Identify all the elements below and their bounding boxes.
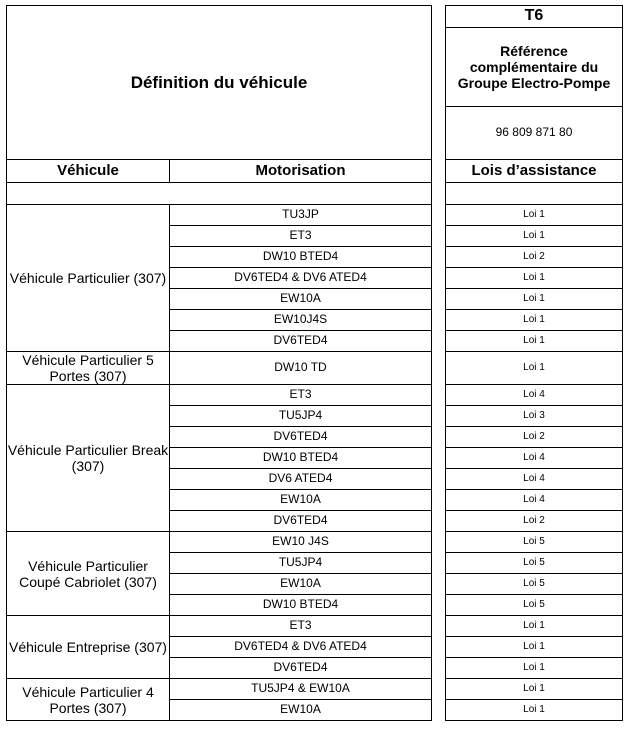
- vehicle-cell: Véhicule Particulier Break (307): [7, 385, 170, 532]
- column-separator: [432, 289, 446, 310]
- column-separator: [432, 553, 446, 574]
- motorisation-cell: DW10 TD: [170, 352, 432, 385]
- motorisation-cell: ET3: [170, 385, 432, 406]
- loi-cell: Loi 1: [446, 616, 623, 637]
- table-row: [7, 352, 623, 385]
- column-separator: [432, 511, 446, 532]
- column-separator: [432, 574, 446, 595]
- motorisation-cell: TU5JP4 & EW10A: [170, 679, 432, 700]
- table-row: [7, 532, 623, 553]
- loi-cell: Loi 4: [446, 469, 623, 490]
- column-separator: [432, 331, 446, 352]
- loi-cell: Loi 1: [446, 226, 623, 247]
- loi-cell: Loi 1: [446, 205, 623, 226]
- motorisation-cell: DW10 BTED4: [170, 595, 432, 616]
- vehicle-cell: Véhicule Entreprise (307): [7, 616, 170, 679]
- column-separator: [432, 6, 446, 160]
- motorisation-cell: ET3: [170, 616, 432, 637]
- vehicle-definition-table: [6, 5, 623, 721]
- loi-cell: Loi 1: [446, 637, 623, 658]
- motorisation-cell: DV6 ATED4: [170, 469, 432, 490]
- loi-cell: Loi 5: [446, 532, 623, 553]
- column-separator: [432, 700, 446, 721]
- column-separator: [432, 352, 446, 385]
- reference-label: Référence complémentaire du Groupe Electro-Pompe: [446, 28, 623, 107]
- motorisation-cell: DV6TED4 & DV6 ATED4: [170, 268, 432, 289]
- column-separator: [432, 616, 446, 637]
- loi-cell: Loi 2: [446, 511, 623, 532]
- table-row: [7, 385, 623, 406]
- column-separator: [432, 247, 446, 268]
- column-header-motorisation: Motorisation: [170, 160, 432, 183]
- column-separator: [432, 469, 446, 490]
- column-separator: [432, 658, 446, 679]
- loi-cell: Loi 1: [446, 658, 623, 679]
- motorisation-cell: TU5JP4: [170, 553, 432, 574]
- column-separator: [432, 448, 446, 469]
- column-separator: [432, 160, 446, 183]
- table-row: [7, 205, 623, 226]
- column-separator: [432, 385, 446, 406]
- loi-cell: Loi 5: [446, 595, 623, 616]
- definition-title: Définition du véhicule: [7, 6, 432, 160]
- loi-cell: Loi 5: [446, 553, 623, 574]
- column-header-vehicule: Véhicule: [7, 160, 170, 183]
- vehicle-cell: Véhicule Particulier 4 Portes (307): [7, 679, 170, 721]
- t6-title: T6: [446, 6, 623, 28]
- column-separator: [432, 183, 446, 205]
- vehicle-cell: Véhicule Particulier 5 Portes (307): [7, 352, 170, 385]
- motorisation-cell: ET3: [170, 226, 432, 247]
- table-row: [7, 679, 623, 700]
- motorisation-cell: DV6TED4: [170, 331, 432, 352]
- column-separator: [432, 310, 446, 331]
- column-separator: [432, 595, 446, 616]
- column-separator: [432, 268, 446, 289]
- motorisation-cell: DV6TED4: [170, 427, 432, 448]
- motorisation-cell: DV6TED4: [170, 511, 432, 532]
- motorisation-cell: TU5JP4: [170, 406, 432, 427]
- column-separator: [432, 226, 446, 247]
- vehicle-cell: Véhicule Particulier Coupé Cabriolet (307): [7, 532, 170, 616]
- loi-cell: Loi 1: [446, 289, 623, 310]
- motorisation-cell: DV6TED4: [170, 658, 432, 679]
- column-separator: [432, 637, 446, 658]
- column-separator: [432, 679, 446, 700]
- spacer-cell: [7, 183, 432, 205]
- reference-value: 96 809 871 80: [446, 107, 623, 160]
- column-separator: [432, 406, 446, 427]
- motorisation-cell: TU3JP: [170, 205, 432, 226]
- column-separator: [432, 532, 446, 553]
- loi-cell: Loi 1: [446, 310, 623, 331]
- table-row: [7, 616, 623, 637]
- column-separator: [432, 205, 446, 226]
- motorisation-cell: DW10 BTED4: [170, 247, 432, 268]
- loi-cell: Loi 4: [446, 448, 623, 469]
- motorisation-cell: EW10A: [170, 490, 432, 511]
- motorisation-cell: EW10 J4S: [170, 532, 432, 553]
- definition-table-wrapper: [6, 5, 623, 721]
- loi-cell: Loi 3: [446, 406, 623, 427]
- motorisation-cell: EW10A: [170, 700, 432, 721]
- loi-cell: Loi 5: [446, 574, 623, 595]
- motorisation-cell: DW10 BTED4: [170, 448, 432, 469]
- spacer-cell: [446, 183, 623, 205]
- loi-cell: Loi 2: [446, 247, 623, 268]
- column-header-lois: Lois d’assistance: [446, 160, 623, 183]
- loi-cell: Loi 4: [446, 490, 623, 511]
- loi-cell: Loi 2: [446, 427, 623, 448]
- vehicle-cell: Véhicule Particulier (307): [7, 205, 170, 352]
- loi-cell: Loi 1: [446, 679, 623, 700]
- loi-cell: Loi 1: [446, 268, 623, 289]
- motorisation-cell: EW10J4S: [170, 310, 432, 331]
- column-separator: [432, 490, 446, 511]
- loi-cell: Loi 1: [446, 352, 623, 385]
- loi-cell: Loi 1: [446, 331, 623, 352]
- loi-cell: Loi 1: [446, 700, 623, 721]
- motorisation-cell: EW10A: [170, 574, 432, 595]
- motorisation-cell: EW10A: [170, 289, 432, 310]
- column-separator: [432, 427, 446, 448]
- loi-cell: Loi 4: [446, 385, 623, 406]
- motorisation-cell: DV6TED4 & DV6 ATED4: [170, 637, 432, 658]
